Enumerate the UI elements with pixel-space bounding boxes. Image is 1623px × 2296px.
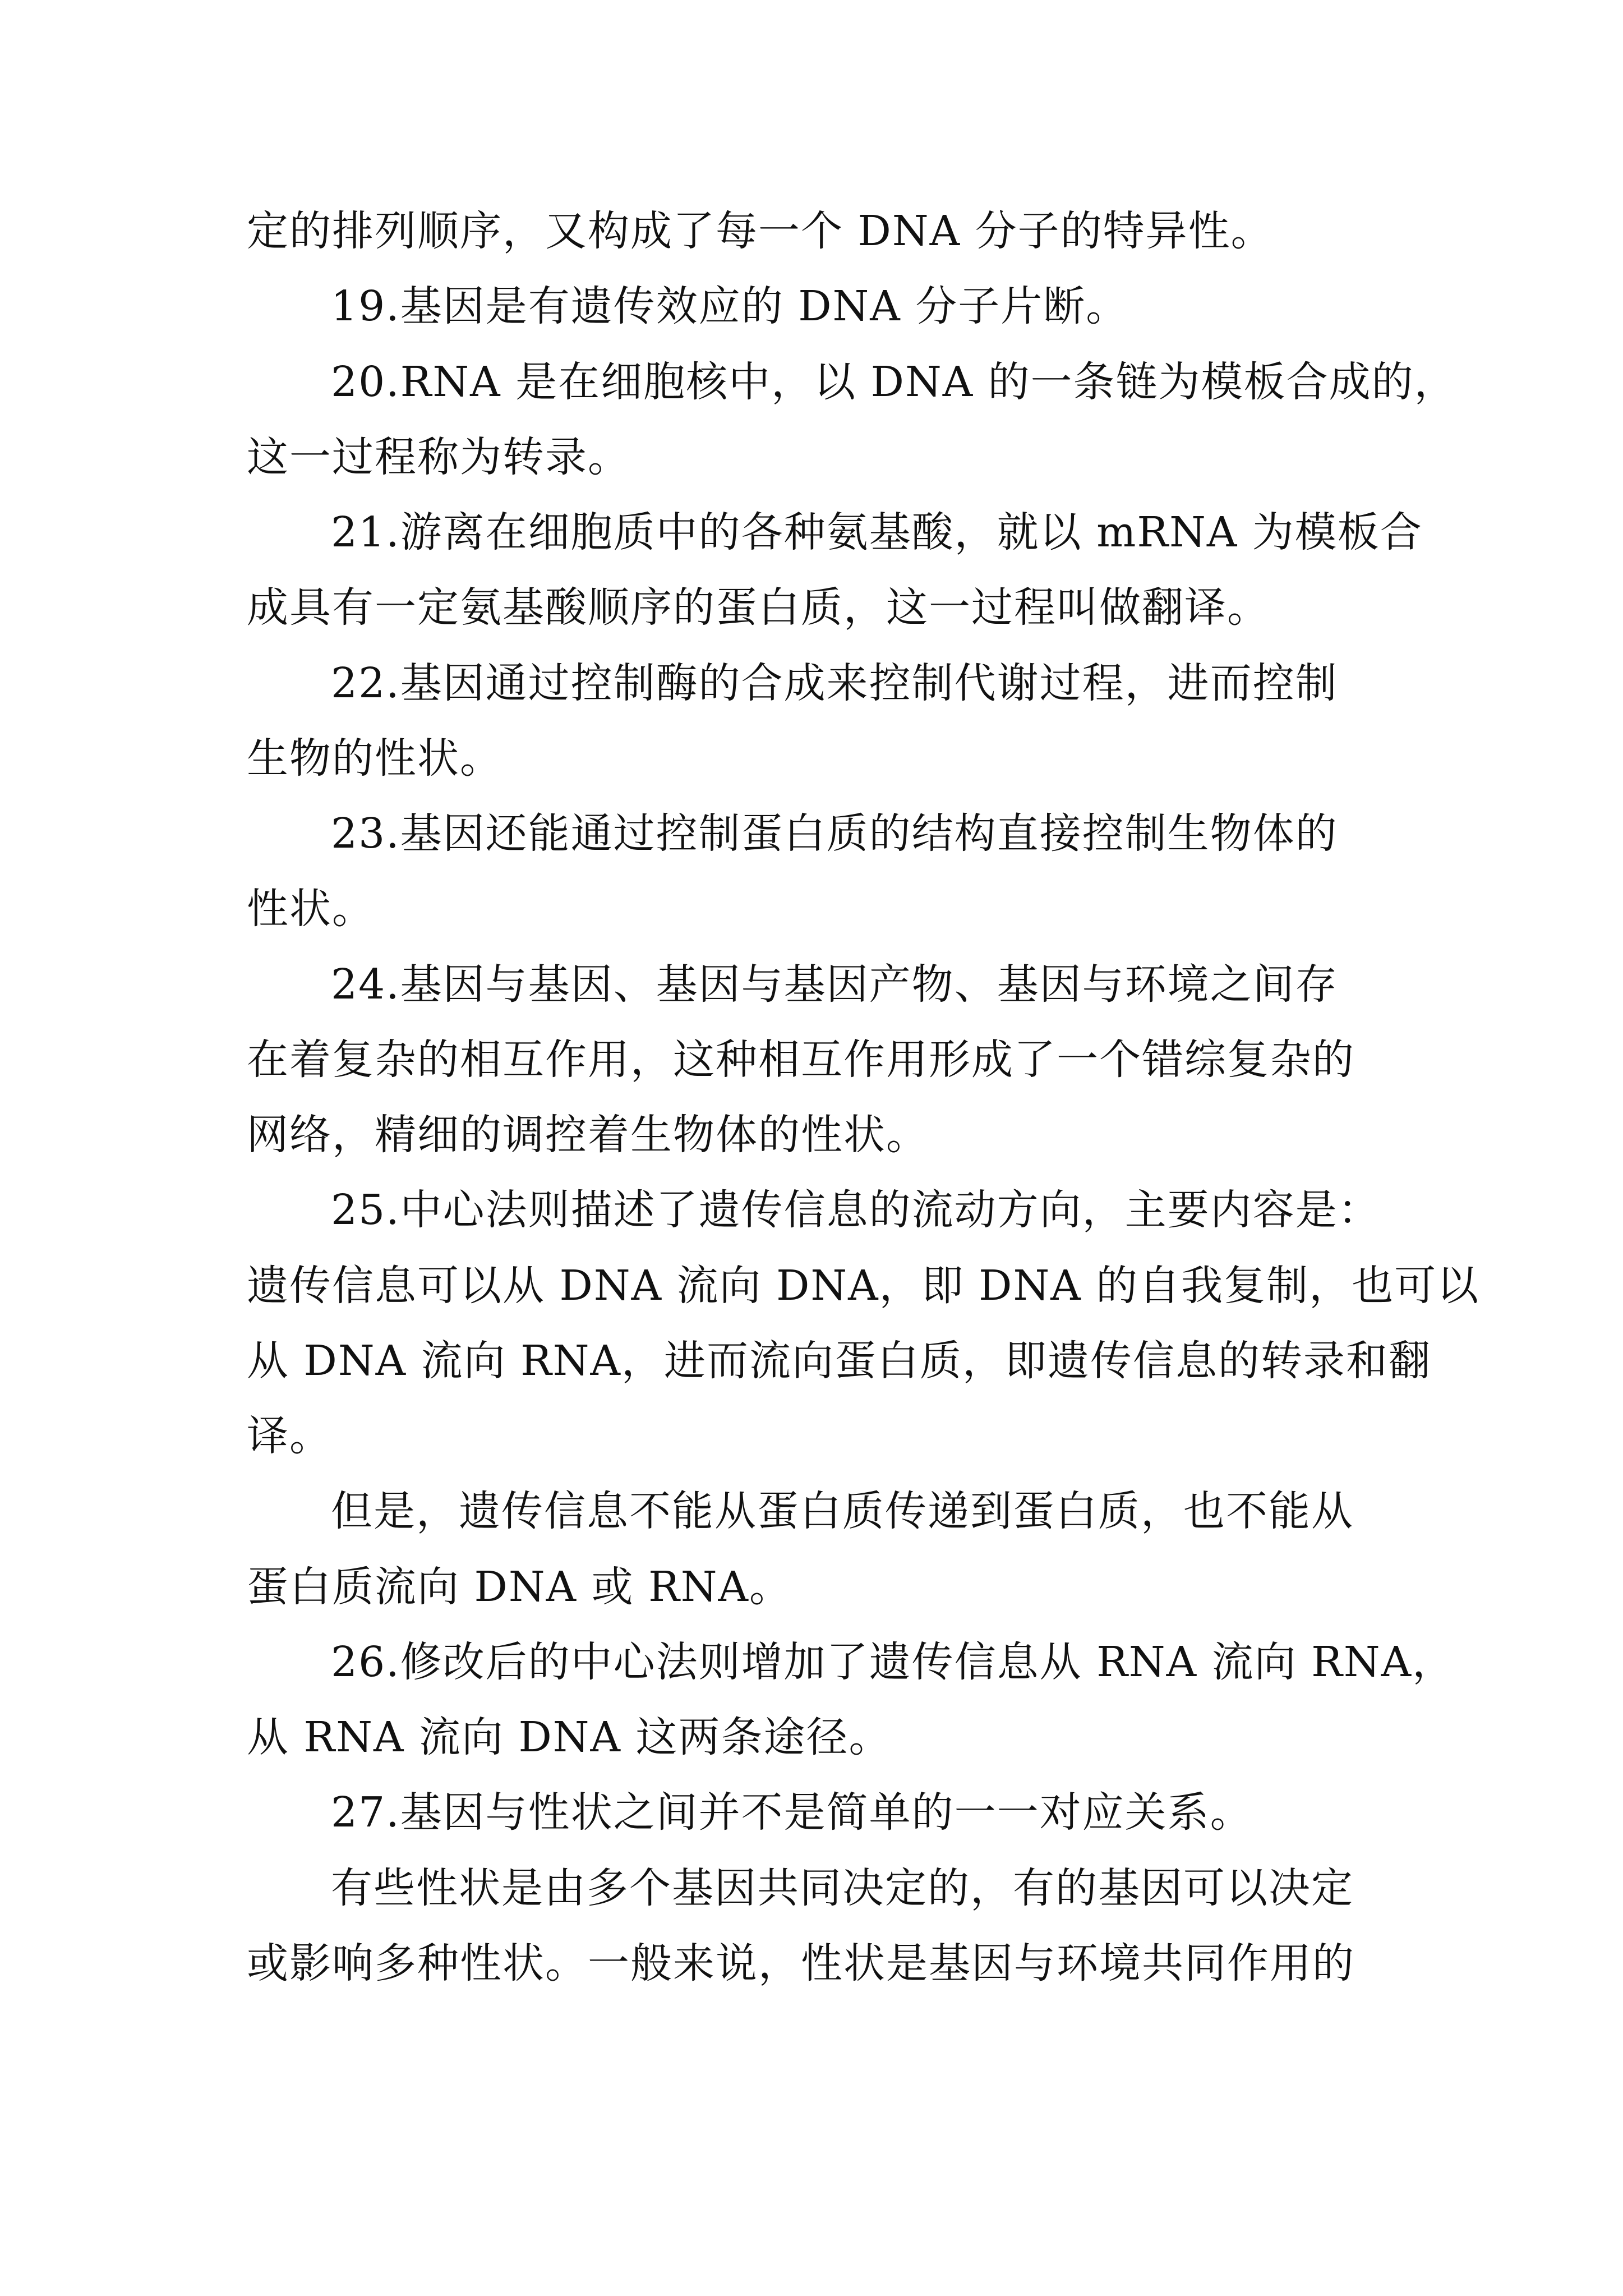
text-line: 20.RNA 是在细胞核中，以 DNA 的一条链为模板合成的， [331, 358, 1457, 406]
text-line: 这一过程称为转录。 [247, 433, 630, 481]
text-line: 成具有一定氨基酸顺序的蛋白质，这一过程叫做翻译。 [247, 583, 1270, 632]
text-line: 有些性状是由多个基因共同决定的，有的基因可以决定 [331, 1864, 1354, 1912]
text-line: 在着复杂的相互作用，这种相互作用形成了一个错综复杂的 [247, 1036, 1355, 1084]
text-line: 19.基因是有遗传效应的 DNA 分子片断。 [331, 282, 1129, 330]
text-line: 或影响多种性状。一般来说，性状是基因与环境共同作用的 [247, 1939, 1355, 1987]
text-line: 遗传信息可以从 DNA 流向 DNA，即 DNA 的自我复制，也可以 [247, 1262, 1480, 1310]
text-line: 但是，遗传信息不能从蛋白质传递到蛋白质，也不能从 [331, 1487, 1354, 1535]
text-line: 21.游离在细胞质中的各种氨基酸，就以 mRNA 为模板合 [331, 508, 1423, 556]
text-line: 蛋白质流向 DNA 或 RNA。 [247, 1563, 792, 1611]
text-line: 从 RNA 流向 DNA 这两条途径。 [247, 1713, 892, 1761]
text-line: 24.基因与基因、基因与基因产物、基因与环境之间存 [331, 960, 1338, 1009]
text-line: 定的排列顺序，又构成了每一个 DNA 分子的特异性。 [247, 207, 1274, 255]
text-line: 性状。 [247, 885, 375, 933]
text-line: 27.基因与性状之间并不是简单的一一对应关系。 [331, 1788, 1253, 1837]
text-line: 从 DNA 流向 RNA，进而流向蛋白质，即遗传信息的转录和翻 [247, 1337, 1431, 1385]
text-line: 25.中心法则描述了遗传信息的流动方向，主要内容是： [331, 1186, 1381, 1234]
text-line: 23.基因还能通过控制蛋白质的结构直接控制生物体的 [331, 809, 1338, 858]
text-line: 生物的性状。 [247, 734, 502, 783]
text-line: 网络，精细的调控着生物体的性状。 [247, 1111, 929, 1159]
text-line: 译。 [247, 1412, 332, 1460]
text-line: 22.基因通过控制酶的合成来控制代谢过程，进而控制 [331, 659, 1338, 707]
text-line: 26.修改后的中心法则增加了遗传信息从 RNA 流向 RNA， [331, 1638, 1455, 1686]
